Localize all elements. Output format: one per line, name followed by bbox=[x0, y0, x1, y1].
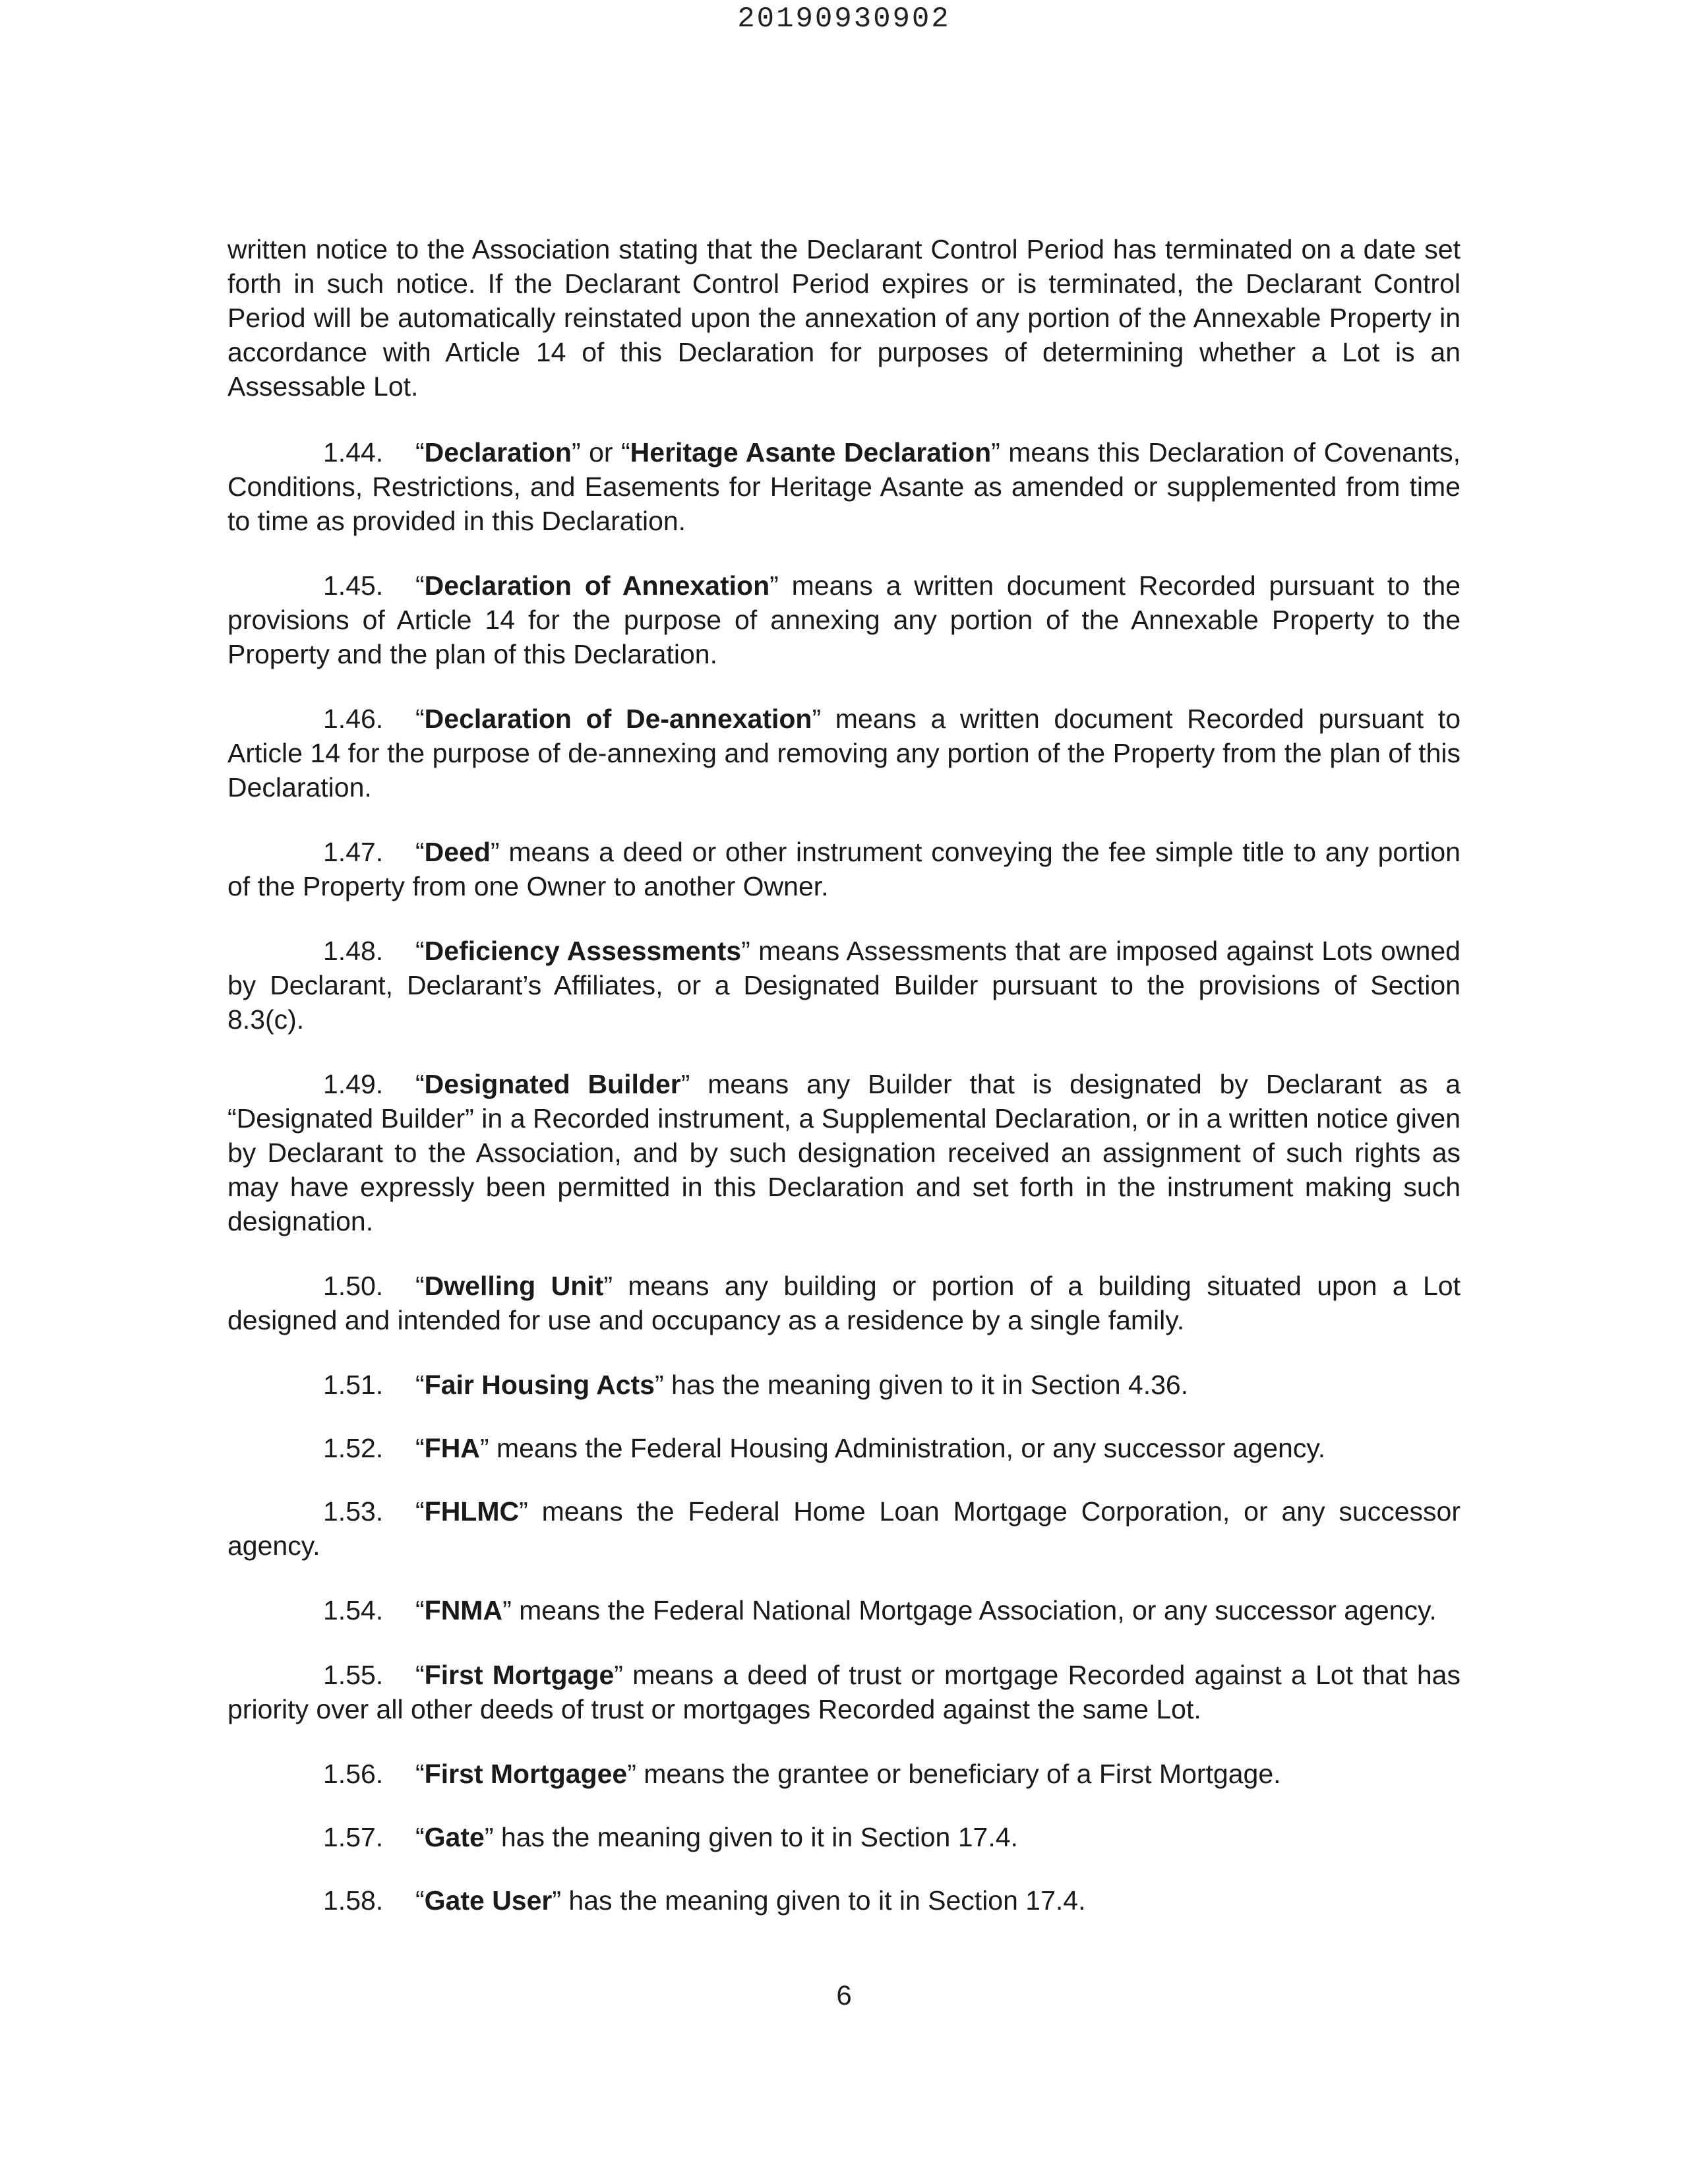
definition-1-58: 1.58. “Gate User” has the meaning given to it in Section 17.4. bbox=[227, 1883, 1461, 1918]
definition-text: means any Builder that is designated by Declarant as a “Designated Builder” in a Recorded instrument, a Supplemental Declaration, or in a written notice given by Declarant to the Association, and by such designation received an assignment of such rights as may have expressly been permitted in this Declaration and set forth in the instrument making such designation. bbox=[227, 1069, 1461, 1236]
document-number: 20190930902 bbox=[737, 3, 951, 36]
definition-1-52: 1.52. “FHA” means the Federal Housing Administration, or any successor agency. bbox=[227, 1431, 1461, 1465]
page-number: 6 bbox=[836, 1980, 852, 2011]
definition-text: means this Declaration of Covenants, Conditions, Restrictions, and Easements for Heritage Asante as amended or supplemented from time to time as provided in this Declaration. bbox=[227, 437, 1461, 536]
definition-text: means a deed of trust or mortgage Recorded against a Lot that has priority over all other deeds of trust or mortgages Recorded against the same Lot. bbox=[227, 1660, 1461, 1724]
definition-connector: or bbox=[580, 437, 622, 468]
defined-term: Dwelling Unit bbox=[424, 1271, 604, 1301]
definition-number: 1.49. bbox=[323, 1069, 384, 1099]
definition-1-47: 1.47. “Deed” means a deed or other instrument conveying the fee simple title to any portion of the Property from one Owner to another Owner. bbox=[227, 835, 1461, 903]
defined-term: FNMA bbox=[424, 1595, 503, 1625]
defined-term: Designated Builder bbox=[424, 1069, 681, 1099]
definition-text: means the grantee or beneficiary of a First Mortgage. bbox=[636, 1759, 1281, 1789]
definition-1-54: 1.54. “FNMA” means the Federal National Mortgage Association, or any successor agency. bbox=[227, 1593, 1461, 1627]
definition-number: 1.58. bbox=[323, 1885, 384, 1916]
definition-number: 1.51. bbox=[323, 1370, 384, 1400]
defined-term: Heritage Asante Declaration bbox=[630, 437, 992, 468]
defined-term: First Mortgagee bbox=[424, 1759, 628, 1789]
definition-1-55: 1.55. “First Mortgage” means a deed of trust or mortgage Recorded against a Lot that has priority over all other deeds of trust or mortgages Recorded against the same Lot. bbox=[227, 1658, 1461, 1726]
definition-text: means the Federal National Mortgage Association, or any successor agency. bbox=[511, 1595, 1437, 1625]
defined-term: FHA bbox=[424, 1433, 480, 1463]
definition-text: has the meaning given to it in Section 4.36. bbox=[663, 1370, 1189, 1400]
definition-1-48: 1.48. “Deficiency Assessments” means Assessments that are imposed against Lots owned by Declarant, Declarant’s Affiliates, or a Designated Builder pursuant to the provisions of Section 8.3(c). bbox=[227, 934, 1461, 1037]
definition-number: 1.52. bbox=[323, 1433, 384, 1463]
continued-paragraph: written notice to the Association stating that the Declarant Control Period has terminated on a date set forth in such notice. If the Declarant Control Period expires or is terminated, the Declarant Control Period will be automatically reinstated upon the annexation of any portion of the Annexable Property in accordance with Article 14 of this Declaration for purposes of determining whether a Lot is an Assessable Lot. bbox=[227, 234, 1461, 402]
defined-term: Declaration bbox=[424, 437, 572, 468]
definition-1-45: 1.45. “Declaration of Annexation” means a written document Recorded pursuant to the provisions of Article 14 for the purpose of annexing any portion of the Annexable Property to the Property and the plan of this Declaration. bbox=[227, 568, 1461, 671]
defined-term: FHLMC bbox=[424, 1496, 520, 1527]
definition-1-51: 1.51. “Fair Housing Acts” has the meaning given to it in Section 4.36. bbox=[227, 1368, 1461, 1402]
definition-number: 1.48. bbox=[323, 936, 384, 966]
definition-text: has the meaning given to it in Section 17.4. bbox=[561, 1885, 1086, 1916]
defined-term: Deed bbox=[424, 837, 491, 867]
definition-number: 1.53. bbox=[323, 1496, 384, 1527]
definition-text: means a deed or other instrument conveying the fee simple title to any portion of the Property from one Owner to another Owner. bbox=[227, 837, 1461, 901]
definition-text: means the Federal Housing Administration, or any successor agency. bbox=[489, 1433, 1326, 1463]
definition-text: means any building or portion of a building situated upon a Lot designed and intended for use and occupancy as a residence by a single family. bbox=[227, 1271, 1461, 1335]
definition-1-53: 1.53. “FHLMC” means the Federal Home Loan Mortgage Corporation, or any successor agency. bbox=[227, 1494, 1461, 1563]
definition-1-46: 1.46. “Declaration of De-annexation” means a written document Recorded pursuant to Article 14 for the purpose of de-annexing and removing any portion of the Property from the plan of this Declaration. bbox=[227, 702, 1461, 804]
defined-term: First Mortgage bbox=[424, 1660, 615, 1690]
defined-term: Gate bbox=[424, 1822, 485, 1852]
definition-number: 1.55. bbox=[323, 1660, 384, 1690]
definition-1-49: 1.49. “Designated Builder” means any Builder that is designated by Declarant as a “Designated Builder” in a Recorded instrument, a Supplemental Declaration, or in a written notice given by Declarant to the Association, and by such designation received an assignment of such rights as may have expressly been permitted in this Declaration and set forth in the instrument making such designation. bbox=[227, 1067, 1461, 1238]
definition-number: 1.50. bbox=[323, 1271, 384, 1301]
defined-term: Declaration of De-annexation bbox=[424, 704, 812, 734]
definition-1-50: 1.50. “Dwelling Unit” means any building or portion of a building situated upon a Lot designed and intended for use and occupancy as a residence by a single family. bbox=[227, 1269, 1461, 1337]
definition-text: means the Federal Home Loan Mortgage Corporation, or any successor agency. bbox=[227, 1496, 1461, 1561]
defined-term: Declaration of Annexation bbox=[424, 570, 770, 601]
definition-number: 1.57. bbox=[323, 1822, 384, 1852]
definition-number: 1.45. bbox=[323, 570, 384, 601]
definition-text: means Assessments that are imposed against Lots owned by Declarant, Declarant’s Affiliates, or a Designated Builder pursuant to the provisions of Section 8.3(c). bbox=[227, 936, 1461, 1035]
defined-term: Deficiency Assessments bbox=[424, 936, 742, 966]
document-body bbox=[227, 232, 1461, 1947]
definition-number: 1.47. bbox=[323, 837, 384, 867]
defined-term: Fair Housing Acts bbox=[424, 1370, 655, 1400]
definition-number: 1.44. bbox=[323, 437, 384, 468]
definition-number: 1.56. bbox=[323, 1759, 384, 1789]
definition-text: means a written document Recorded pursuant to Article 14 for the purpose of de-annexing and removing any portion of the Property from the plan of this Declaration. bbox=[227, 704, 1461, 803]
definition-text: has the meaning given to it in Section 17.4. bbox=[493, 1822, 1018, 1852]
defined-term: Gate User bbox=[424, 1885, 553, 1916]
definition-1-57: 1.57. “Gate” has the meaning given to it in Section 17.4. bbox=[227, 1820, 1461, 1854]
definition-number: 1.46. bbox=[323, 704, 384, 734]
definition-number: 1.54. bbox=[323, 1595, 384, 1625]
definition-1-44: 1.44. “Declaration” or “Heritage Asante Declaration” means this Declaration of Covenants, Conditions, Restrictions, and Easements for Heritage Asante as amended or supplemented from time to time as provided in this Declaration. bbox=[227, 435, 1461, 538]
definition-1-56: 1.56. “First Mortgagee” means the grantee or beneficiary of a First Mortgage. bbox=[227, 1757, 1461, 1791]
definition-text: means a written document Recorded pursuant to the provisions of Article 14 for the purpose of annexing any portion of the Annexable Property to the Property and the plan of this Declaration. bbox=[227, 570, 1461, 669]
